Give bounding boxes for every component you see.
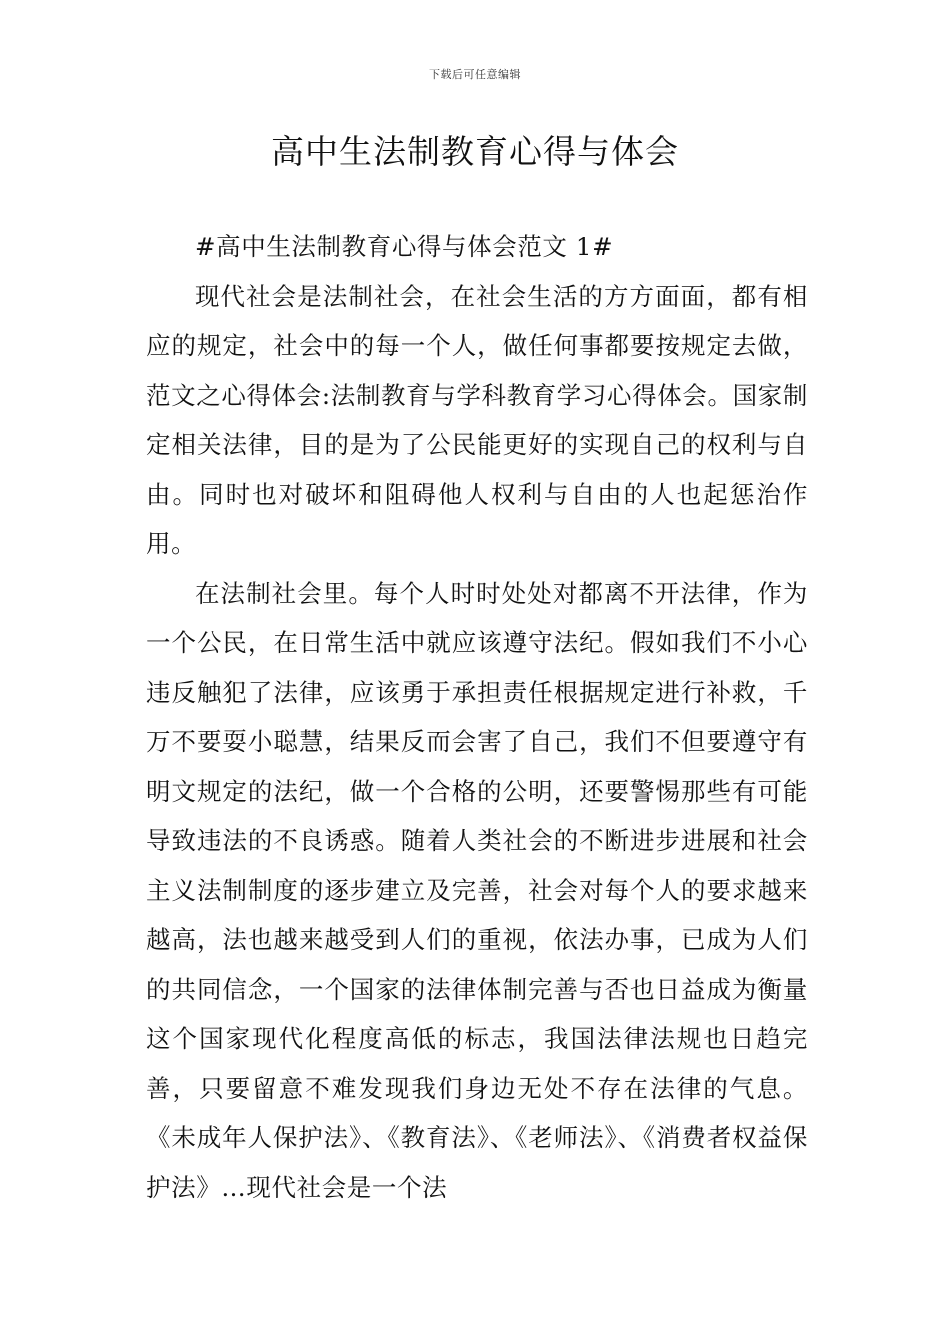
paragraph-1: 现代社会是法制社会，在社会生活的方方面面，都有相应的规定，社会中的每一个人，做任何事都要按规定去做，范文之心得体会:法制教育与学科教育学习心得体会。国家制定相关法律，目的是为了公民能更好的实现自己的权利与自由。同时也对破坏和阻碍他人权利与自由的人也起惩治作用。 bbox=[146, 281, 808, 558]
paragraph-2: 在法制社会里。每个人时时处处对都离不开法律，作为一个公民，在日常生活中就应该遵守法纪。假如我们不小心违反触犯了法律，应该勇于承担责任根据规定进行补救，千万不要耍小聪慧，结果反而会害了自己，我们不但要遵守有明文规定的法纪，做一个合格的公明，还要警惕那些有可能导致违法的不良诱惑。随着人类社会的不断进步进展和社会主义法制制度的逐步建立及完善，社会对每个人的要求越来越高，法也越来越受到人们的重视，依法办事，已成为人们的共同信念，一个国家的法律体制完善与否也日益成为衡量这个国家现代化程度高低的标志，我国法律法规也日趋完善，只要留意不难发现我们身边无处不存在法律的气息。《未成年人保护法》、《教育法》、《老师法》、《消费者权益保护法》…现代社会是一个法 bbox=[146, 578, 808, 1202]
document-body bbox=[146, 222, 808, 1212]
document-title: 高中生法制教育心得与体会 bbox=[271, 132, 679, 171]
section-heading: #高中生法制教育心得与体会范文 1# bbox=[195, 232, 614, 261]
header-note: 下载后可任意编辑 bbox=[429, 68, 521, 81]
